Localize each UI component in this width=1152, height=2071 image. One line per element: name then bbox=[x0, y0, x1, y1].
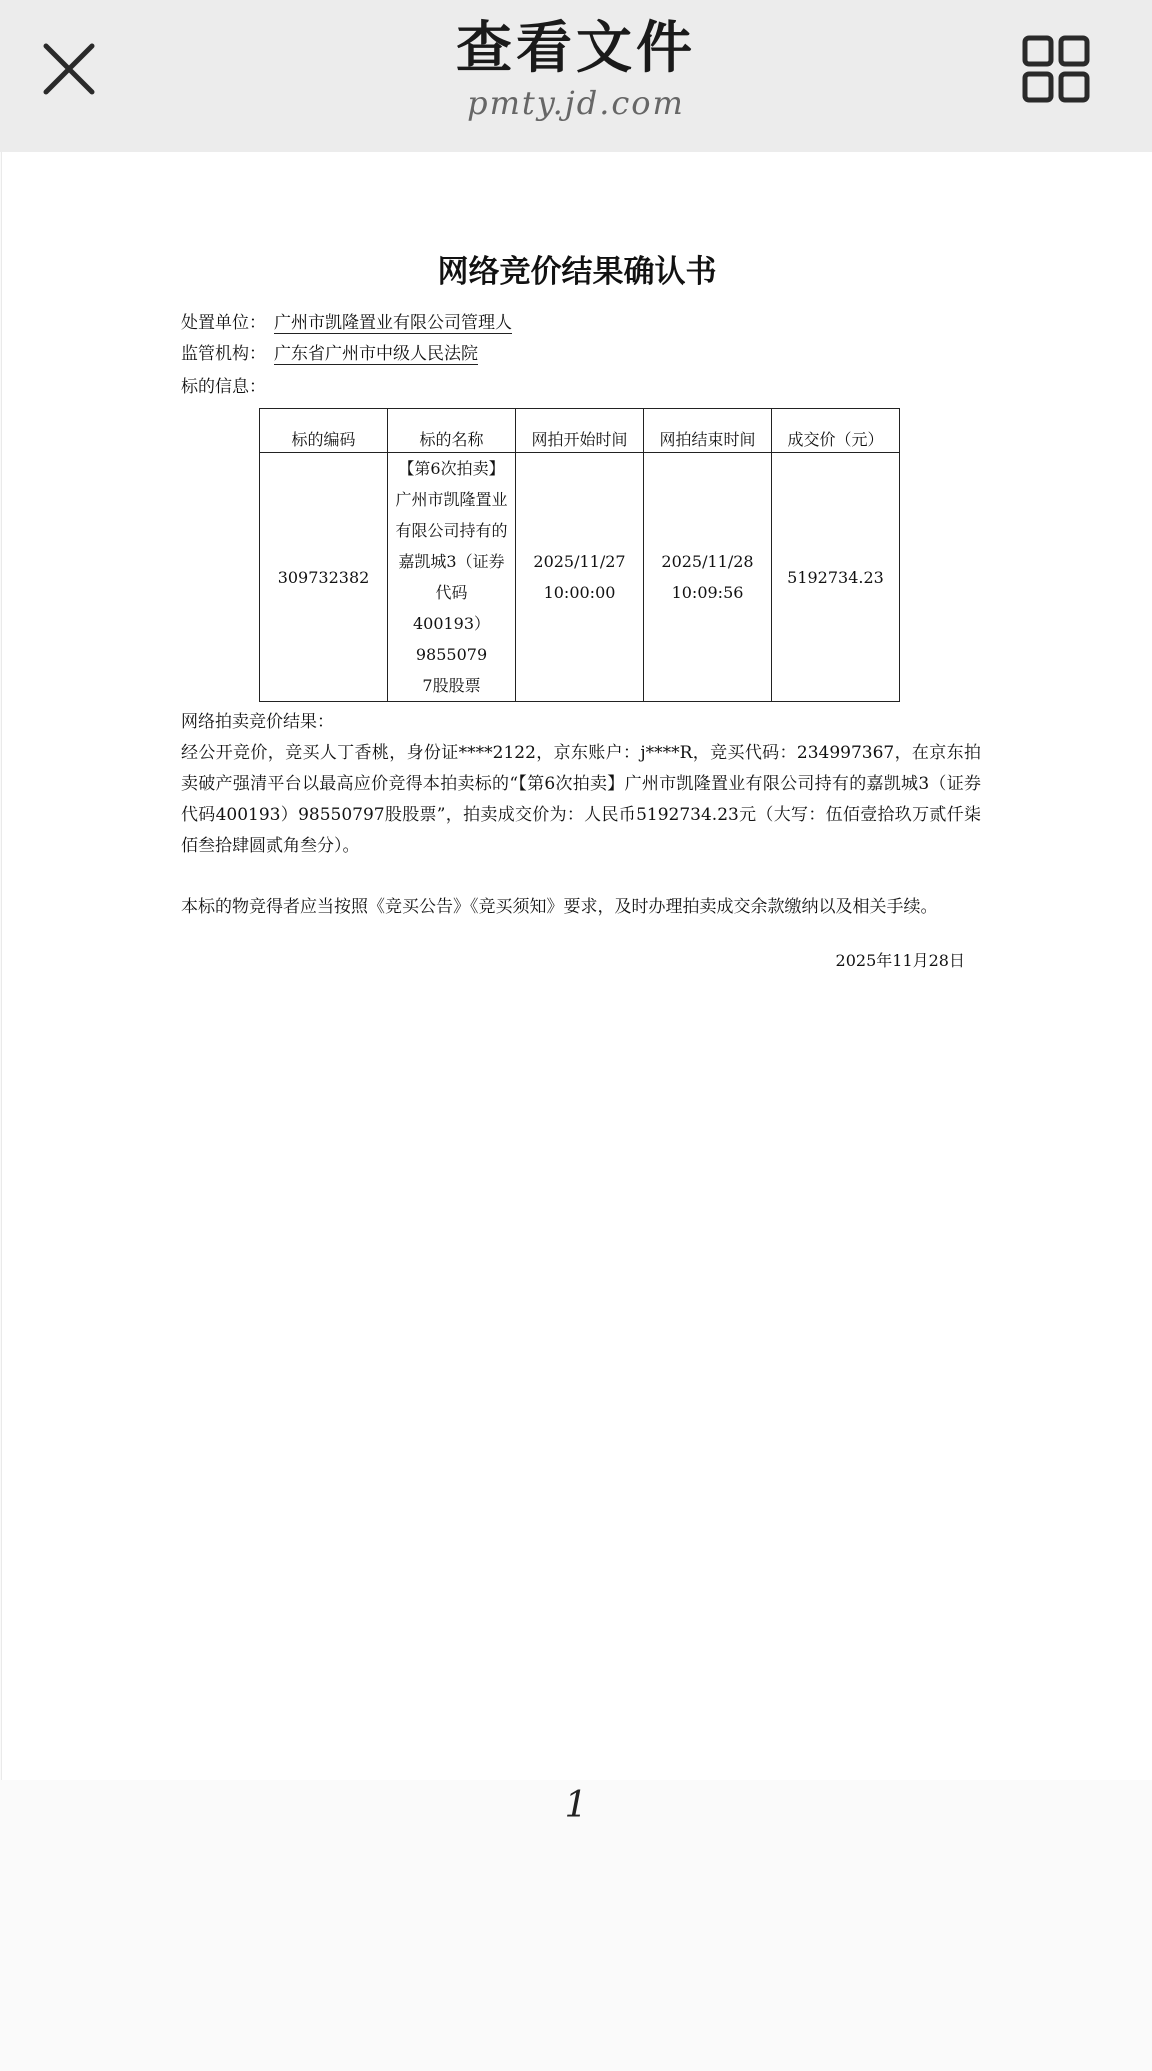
target-code-cell: 309732382 bbox=[260, 453, 388, 702]
disposal-unit-value: 广州市凯隆置业有限公司管理人 bbox=[274, 313, 512, 333]
table-header-cell: 标的名称 bbox=[388, 409, 516, 453]
target-name-line: 有限公司持有的 bbox=[395, 521, 508, 540]
target-name-line: 7股股票 bbox=[422, 676, 481, 695]
grid-view-button[interactable] bbox=[1022, 35, 1090, 103]
table-header-cell: 网拍开始时间 bbox=[516, 409, 644, 453]
table-header-cell: 网拍结束时间 bbox=[644, 409, 772, 453]
result-label: 网络拍卖竞价结果： bbox=[181, 712, 334, 732]
result-paragraph: 经公开竞价，竞买人丁香桃，身份证****2122，京东账户：j****R，竞买代码：234997367，在京东拍卖破产强清平台以最高应价竞得本拍卖标的“【第6次拍卖】广州市凯隆置业有限公司持有的嘉凯城3（证券代码400193）98550797股股票”，拍卖成交价为：人民币5192734.23元（大写：伍佰壹拾玖万贰仟柒佰叁拾肆圆贰角叁分）。 bbox=[181, 743, 981, 856]
target-name-line: 【第6次拍卖】 bbox=[398, 459, 505, 478]
end-time-cell bbox=[644, 453, 772, 702]
disposal-unit-row bbox=[181, 312, 512, 334]
table-row bbox=[260, 453, 900, 702]
target-name-cell bbox=[388, 453, 516, 702]
notice-paragraph: 本标的物竞得者应当按照《竞买公告》《竞买须知》要求，及时办理拍卖成交余款缴纳以及相关手续。 bbox=[181, 897, 938, 917]
end-date: 2025/11/28 bbox=[661, 552, 754, 571]
table-header-cell: 标的编码 bbox=[260, 409, 388, 453]
supervisor-label: 监管机构： bbox=[181, 344, 266, 364]
document-date: 2025年11月28日 bbox=[835, 951, 965, 970]
top-bar bbox=[0, 0, 1152, 152]
page-number: 1 bbox=[564, 1785, 588, 1826]
price-cell: 5192734.23 bbox=[772, 453, 900, 702]
page-url: pmty.jd.com bbox=[467, 84, 685, 122]
target-name-line: 嘉凯城3（证券 bbox=[398, 552, 505, 571]
target-name-line: 代码 bbox=[435, 583, 468, 602]
target-info-label: 标的信息： bbox=[181, 377, 266, 397]
supervisor-row bbox=[181, 343, 478, 365]
document-title: 网络竞价结果确认书 bbox=[437, 254, 717, 290]
start-date: 2025/11/27 bbox=[533, 552, 626, 571]
target-name-line: 400193）9855079 bbox=[412, 614, 491, 664]
target-info-table bbox=[259, 408, 900, 702]
disposal-unit-label: 处置单位： bbox=[181, 313, 266, 333]
start-time-cell bbox=[516, 453, 644, 702]
grid-view-icon bbox=[1022, 35, 1090, 103]
end-time: 10:09:56 bbox=[671, 583, 744, 602]
target-name-line: 广州市凯隆置业 bbox=[395, 490, 508, 509]
document-page bbox=[1, 152, 1152, 1780]
page-title: 查看文件 bbox=[456, 15, 696, 81]
table-header-cell: 成交价（元） bbox=[772, 409, 900, 453]
table-header-row bbox=[260, 409, 900, 453]
supervisor-value: 广东省广州市中级人民法院 bbox=[274, 344, 478, 364]
start-time: 10:00:00 bbox=[543, 583, 616, 602]
